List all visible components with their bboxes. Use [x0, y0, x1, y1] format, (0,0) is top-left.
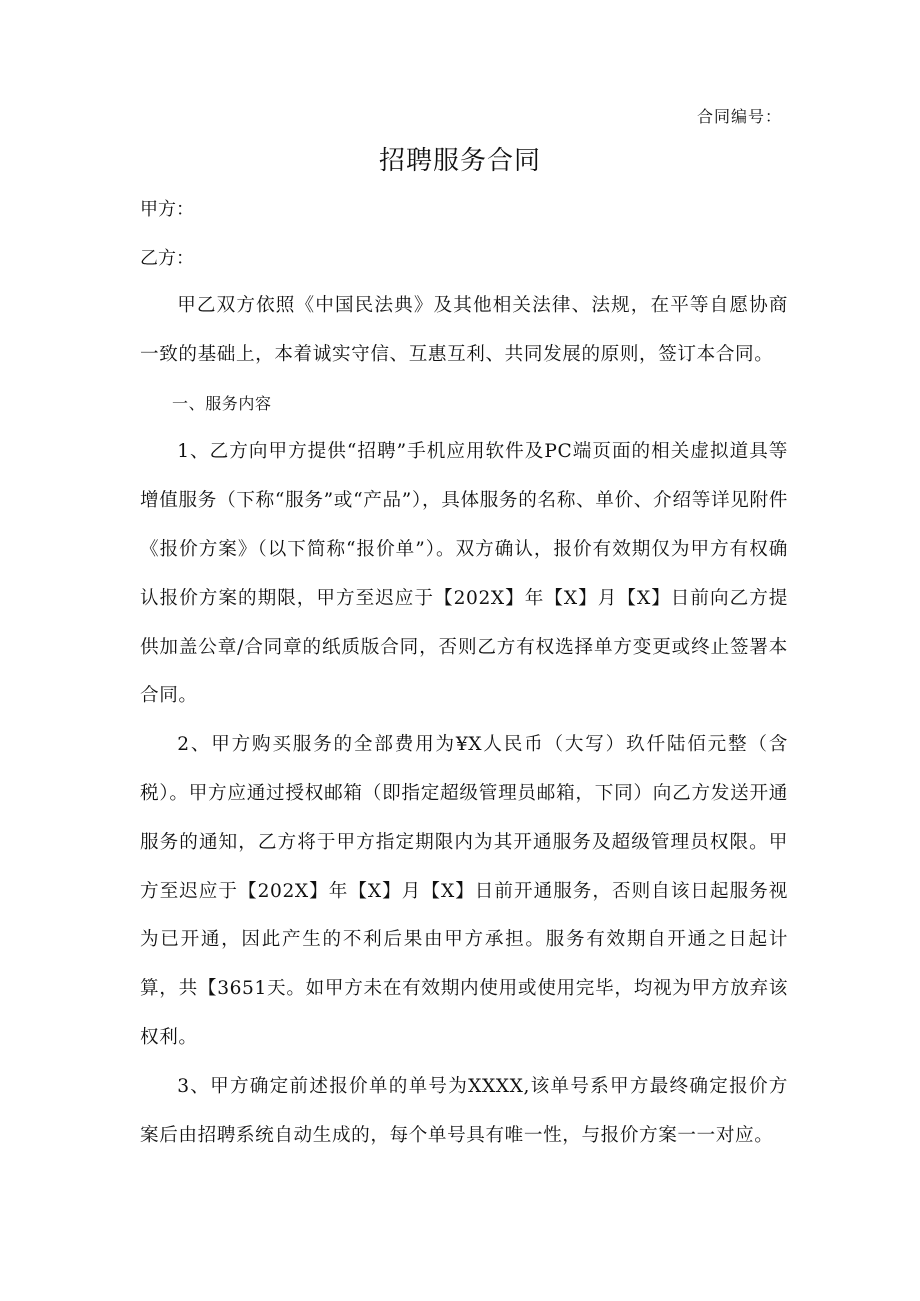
party-a-line: 甲方：	[140, 199, 194, 220]
clause-3-paragraph: 3、甲方确定前述报价单的单号为XXXX,该单号系甲方最终确定报价方案后由招聘系统自动生成的，每个单号具有唯一性，与报价方案一一对应。	[140, 1075, 788, 1146]
clause-2-paragraph: 2、甲方购买服务的全部费用为¥X人民币（大写）玖仟陆佰元整（含税）。甲方应通过授权邮箱（即指定超级管理员邮箱，下同）向乙方发送开通服务的通知，乙方将于甲方指定期限内为其开通服务及超级管理员权限。甲方至迟应于【202X】年【X】月【X】日前开通服务，否则自该日起服务视为已开通，因此产生的不利后果由甲方承担。服务有效期自开通之日起计算，共【3651天。如甲方未在有效期内使用或使用完毕，均视为甲方放弃该权利。	[140, 734, 788, 1048]
section-heading-service-content: 一、服务内容	[172, 393, 272, 413]
party-b-line: 乙方：	[140, 248, 194, 269]
document-title: 招聘服务合同	[378, 146, 541, 176]
clause-1-paragraph: 1、乙方向甲方提供“招聘”手机应用软件及PC端页面的相关虚拟道具等增值服务（下称“服务”或“产品”），具体服务的名称、单价、介绍等详见附件《报价方案》（以下简称“报价单”）。双方确认，报价有效期仅为甲方有权确认报价方案的期限，甲方至迟应于【202X】年【X】月【X】日前向乙方提供加盖公章/合同章的纸质版合同，否则乙方有权选择单方变更或终止签署本合同。	[140, 441, 788, 707]
preamble-paragraph: 甲乙双方依照《中国民法典》及其他相关法律、法规，在平等自愿协商一致的基础上，本着诚实守信、互惠互利、共同发展的原则，签订本合同。	[140, 295, 788, 365]
contract-body	[140, 282, 788, 1160]
contract-number-label: 合同编号：	[696, 107, 782, 126]
